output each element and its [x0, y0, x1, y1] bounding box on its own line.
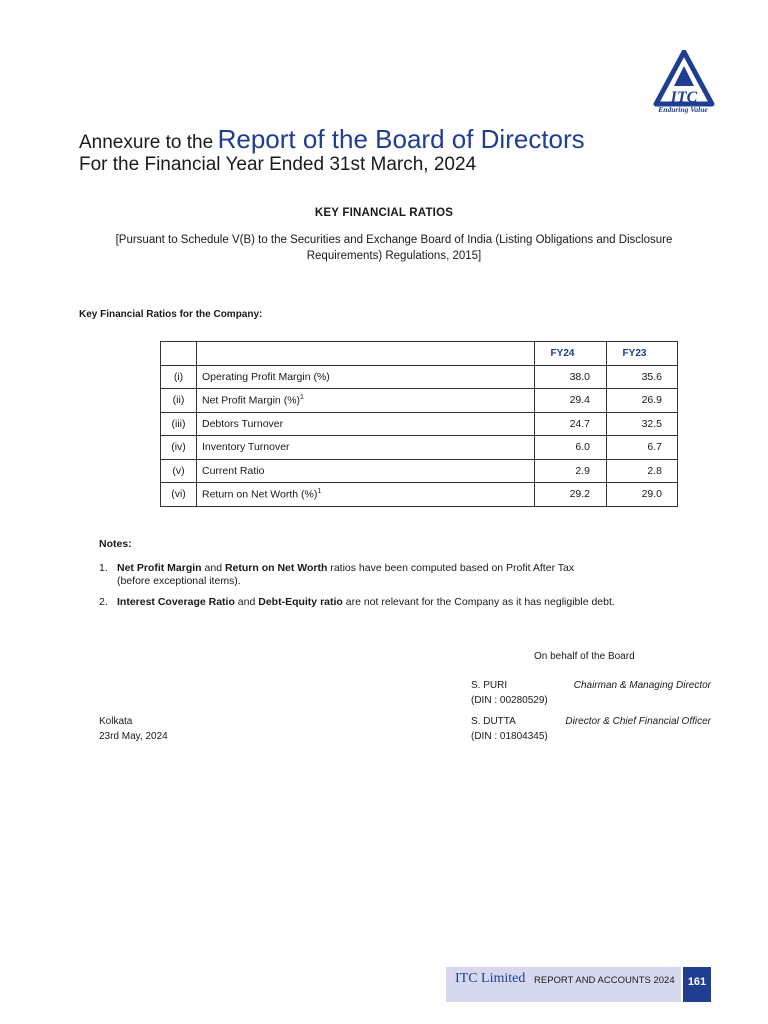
row-label: Return on Net Worth (%)$^1$ [197, 483, 535, 507]
table-row [161, 365, 678, 389]
row-fy23: 35.6 [607, 365, 678, 389]
header-blank-no [161, 342, 197, 366]
row-fy23: 2.8 [607, 459, 678, 483]
signatory-din: (DIN : 01804345) [471, 731, 548, 742]
note-number: 2. [99, 596, 108, 608]
signatory-title: Director & Chief Financial Officer [565, 716, 711, 727]
header-fy24: FY24 [535, 342, 607, 366]
header-fy23: FY23 [607, 342, 678, 366]
row-fy24: 6.0 [535, 436, 607, 460]
row-label: Inventory Turnover [197, 436, 535, 460]
table-row [161, 459, 678, 483]
note-item [99, 562, 679, 590]
footnote-ref: 1 [300, 394, 304, 401]
row-number: (iv) [161, 436, 197, 460]
note-text: Net Profit Margin and Return on Net Worth ratios have been computed based on Profit After Tax (before exceptional items). [117, 562, 575, 587]
row-number: (ii) [161, 389, 197, 413]
row-number: (vi) [161, 483, 197, 507]
footnote-ref: 1 [317, 488, 322, 495]
company-ratios-heading: Key Financial Ratios for the Company: [79, 309, 263, 320]
row-number: (i) [161, 365, 197, 389]
signing-place: Kolkata [99, 716, 133, 727]
page-title [79, 124, 585, 155]
row-fy23: 6.7 [607, 436, 678, 460]
row-label: Net Profit Margin (%)$^1$ [197, 389, 535, 413]
row-fy24: 29.4 [535, 389, 607, 413]
logo-caption: Enduring Value [658, 105, 708, 114]
table-row [161, 483, 678, 507]
signatory-din: (DIN : 00280529) [471, 695, 548, 706]
row-fy24: 24.7 [535, 412, 607, 436]
row-number: (iii) [161, 412, 197, 436]
signatory-name: S. PURI [471, 680, 508, 691]
note-text: Interest Coverage Ratio and Debt-Equity ratio are not relevant for the Company as it has negligible debt. [117, 596, 615, 608]
table-row [161, 412, 678, 436]
header-blank-label [197, 342, 535, 366]
page-number: 161 [683, 967, 711, 1002]
note-item [99, 596, 679, 610]
pursuant-text: [Pursuant to Schedule V(B) to the Securities and Exchange Board of India (Listing Obligations and Disclosure Requirements) Regulations, 2015] [115, 234, 673, 262]
signatory-name: S. DUTTA [471, 716, 516, 727]
row-label: Current Ratio [197, 459, 535, 483]
row-fy23: 32.5 [607, 412, 678, 436]
note-number: 1. [99, 562, 108, 574]
row-label: Debtors Turnover [197, 412, 535, 436]
on-behalf-text: On behalf of the Board [534, 651, 635, 662]
svg-text:ITC: ITC [670, 89, 698, 106]
title-main: Report of the Board of Directors [217, 124, 585, 154]
row-fy23: 26.9 [607, 389, 678, 413]
notes-heading: Notes: [99, 538, 132, 550]
footer-company: ITC Limited [455, 971, 526, 986]
section-title: KEY FINANCIAL RATIOS [314, 207, 454, 219]
row-fy24: 2.9 [535, 459, 607, 483]
ratios-table [160, 341, 678, 507]
table-row [161, 436, 678, 460]
row-fy23: 29.0 [607, 483, 678, 507]
page-subtitle: For the Financial Year Ended 31st March, 2024 [79, 154, 477, 175]
table-row [161, 389, 678, 413]
row-number: (v) [161, 459, 197, 483]
footer-report-title: REPORT AND ACCOUNTS 2024 [534, 975, 675, 986]
row-fy24: 29.2 [535, 483, 607, 507]
row-fy24: 38.0 [535, 365, 607, 389]
title-prefix: Annexure to the [79, 132, 214, 153]
signing-date: 23rd May, 2024 [99, 731, 168, 742]
signatory-title: Chairman & Managing Director [573, 680, 711, 691]
table-header-row [161, 342, 678, 366]
row-label: Operating Profit Margin (%) [197, 365, 535, 389]
